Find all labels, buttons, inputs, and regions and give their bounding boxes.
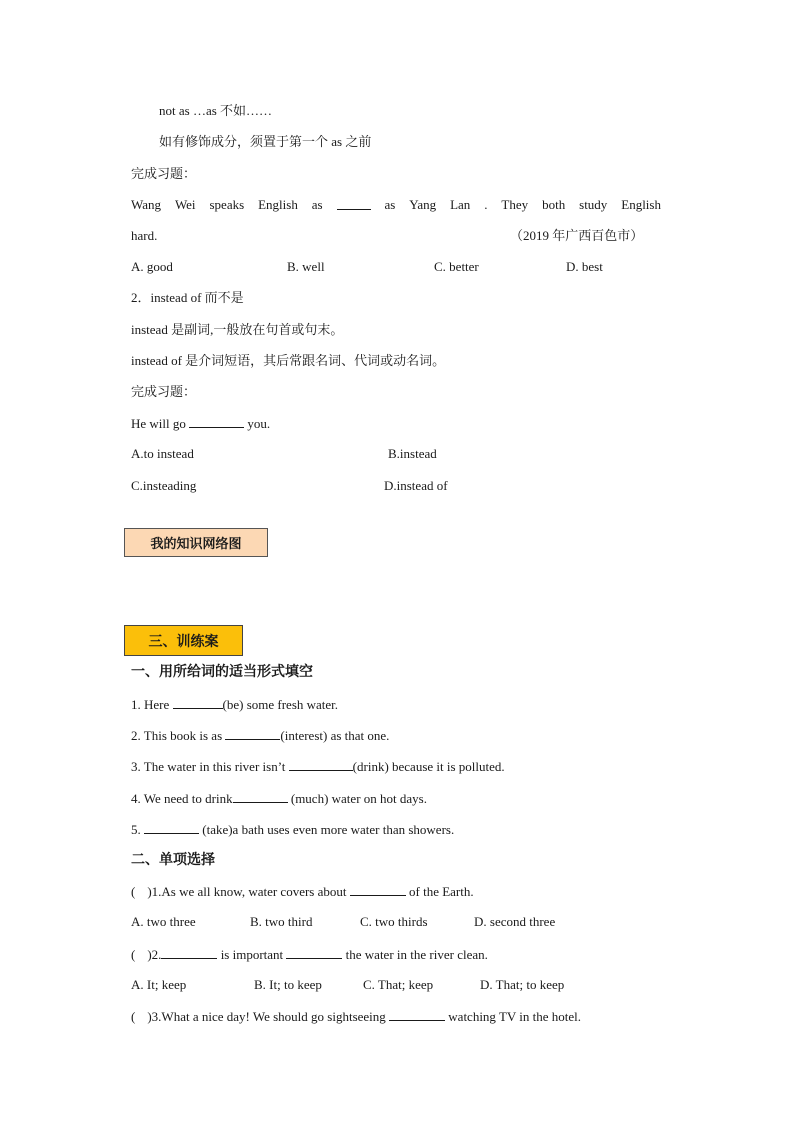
question-text: the water in the river clean. [345,947,488,962]
question-line [131,197,661,213]
question-text: you. [247,416,271,431]
item-text: (much) water on hot days. [287,791,427,806]
question-text: watching TV in the hotel. [448,1009,582,1024]
option-a[interactable]: A. It; keep [131,977,187,992]
option-d[interactable]: D. That; to keep [480,977,565,992]
option-a[interactable]: A.to instead [131,446,194,461]
question-word: English [621,197,661,212]
option-a[interactable]: A. good [131,259,173,274]
option-b[interactable]: B.instead [388,446,437,461]
answer-blank[interactable] [233,790,288,803]
answer-blank[interactable] [173,696,223,709]
question-text: of the Earth. [409,884,474,899]
answer-paren[interactable]: ( [131,1009,136,1024]
question-word: as [384,197,396,212]
question-text: )2. [147,947,162,962]
option-c[interactable]: C. That; keep [363,977,434,992]
answer-blank[interactable] [161,946,217,959]
grammar-point-2-line2: instead of 是介词短语，其后常跟名词、代词或动名词。 [131,353,446,368]
item-text: 1. Here [131,697,170,712]
answer-blank[interactable] [389,1008,445,1021]
fill-item [131,696,338,713]
option-d[interactable]: D. best [566,259,603,274]
item-text: (interest) as that one. [280,728,390,743]
answer-paren[interactable]: ( [131,884,136,899]
question-word: Yang [409,197,437,212]
question-word: speaks [209,197,245,212]
practice-label: 完成习题： [131,384,197,399]
question-text: is important [220,947,284,962]
option-c[interactable]: C.insteading [131,478,197,493]
answer-paren[interactable]: ( [131,947,136,962]
question-word: Wei [174,197,196,212]
practice-label: 完成习题： [131,166,197,181]
answer-blank[interactable] [289,758,353,771]
fill-item [131,821,454,838]
question-line [131,415,270,432]
knowledge-map-label: 我的知识网络图 [124,528,268,557]
question-word: . [484,197,488,212]
answer-blank[interactable] [225,727,280,740]
option-b[interactable]: B. It; to keep [254,977,322,992]
option-d[interactable]: D.instead of [384,478,448,493]
question-text: He will go [131,416,186,431]
item-text: 5. [131,822,141,837]
part1-heading: 一、用所给词的适当形式填空 [131,664,313,680]
part2-heading: 二、单项选择 [131,852,215,868]
item-text: (take)a bath uses even more water than showers. [199,822,455,837]
item-text: 4. We need to drink [131,791,233,806]
item-text: (be) some fresh water. [222,697,339,712]
grammar-line-modifier: 如有修饰成分，须置于第一个 as 之前 [159,134,372,149]
question-text: )3.What a nice day! We should go sightseeing [147,1009,386,1024]
option-c[interactable]: C. better [434,259,479,274]
question-word: study [579,197,608,212]
answer-blank[interactable] [350,883,406,896]
question-end: hard. [131,228,158,243]
choice-question [131,946,488,963]
question-word: They [501,197,529,212]
fill-item [131,758,505,775]
question-word: Wang [131,197,161,212]
grammar-line-not-as: not as …as 不如…… [159,103,273,118]
question-word: Lan [450,197,471,212]
option-c[interactable]: C. two thirds [360,914,428,929]
answer-blank[interactable] [189,415,244,428]
section-title: 三、训练案 [124,625,243,656]
grammar-point-2-line1: instead 是副词,一般放在句首或句末。 [131,322,344,337]
item-text: 2. This book is as [131,728,223,743]
fill-item [131,790,427,807]
option-a[interactable]: A. two three [131,914,196,929]
question-word: English [258,197,298,212]
answer-blank[interactable] [286,946,342,959]
grammar-point-2-title: 2．instead of 而不是 [131,290,244,305]
question-word: as [311,197,323,212]
item-text: 3. The water in this river isn’t [131,759,286,774]
option-b[interactable]: B. two third [250,914,313,929]
option-b[interactable]: B. well [287,259,325,274]
item-text: (drink) because it is polluted. [352,759,505,774]
answer-blank[interactable] [144,821,199,834]
question-text: )1.As we all know, water covers about [147,884,347,899]
question-source: （2019 年广西百色市） [510,228,644,243]
answer-blank[interactable] [337,197,371,210]
question-word: both [542,197,566,212]
fill-item [131,727,389,744]
choice-question [131,1008,581,1025]
choice-question [131,883,474,900]
option-d[interactable]: D. second three [474,914,556,929]
